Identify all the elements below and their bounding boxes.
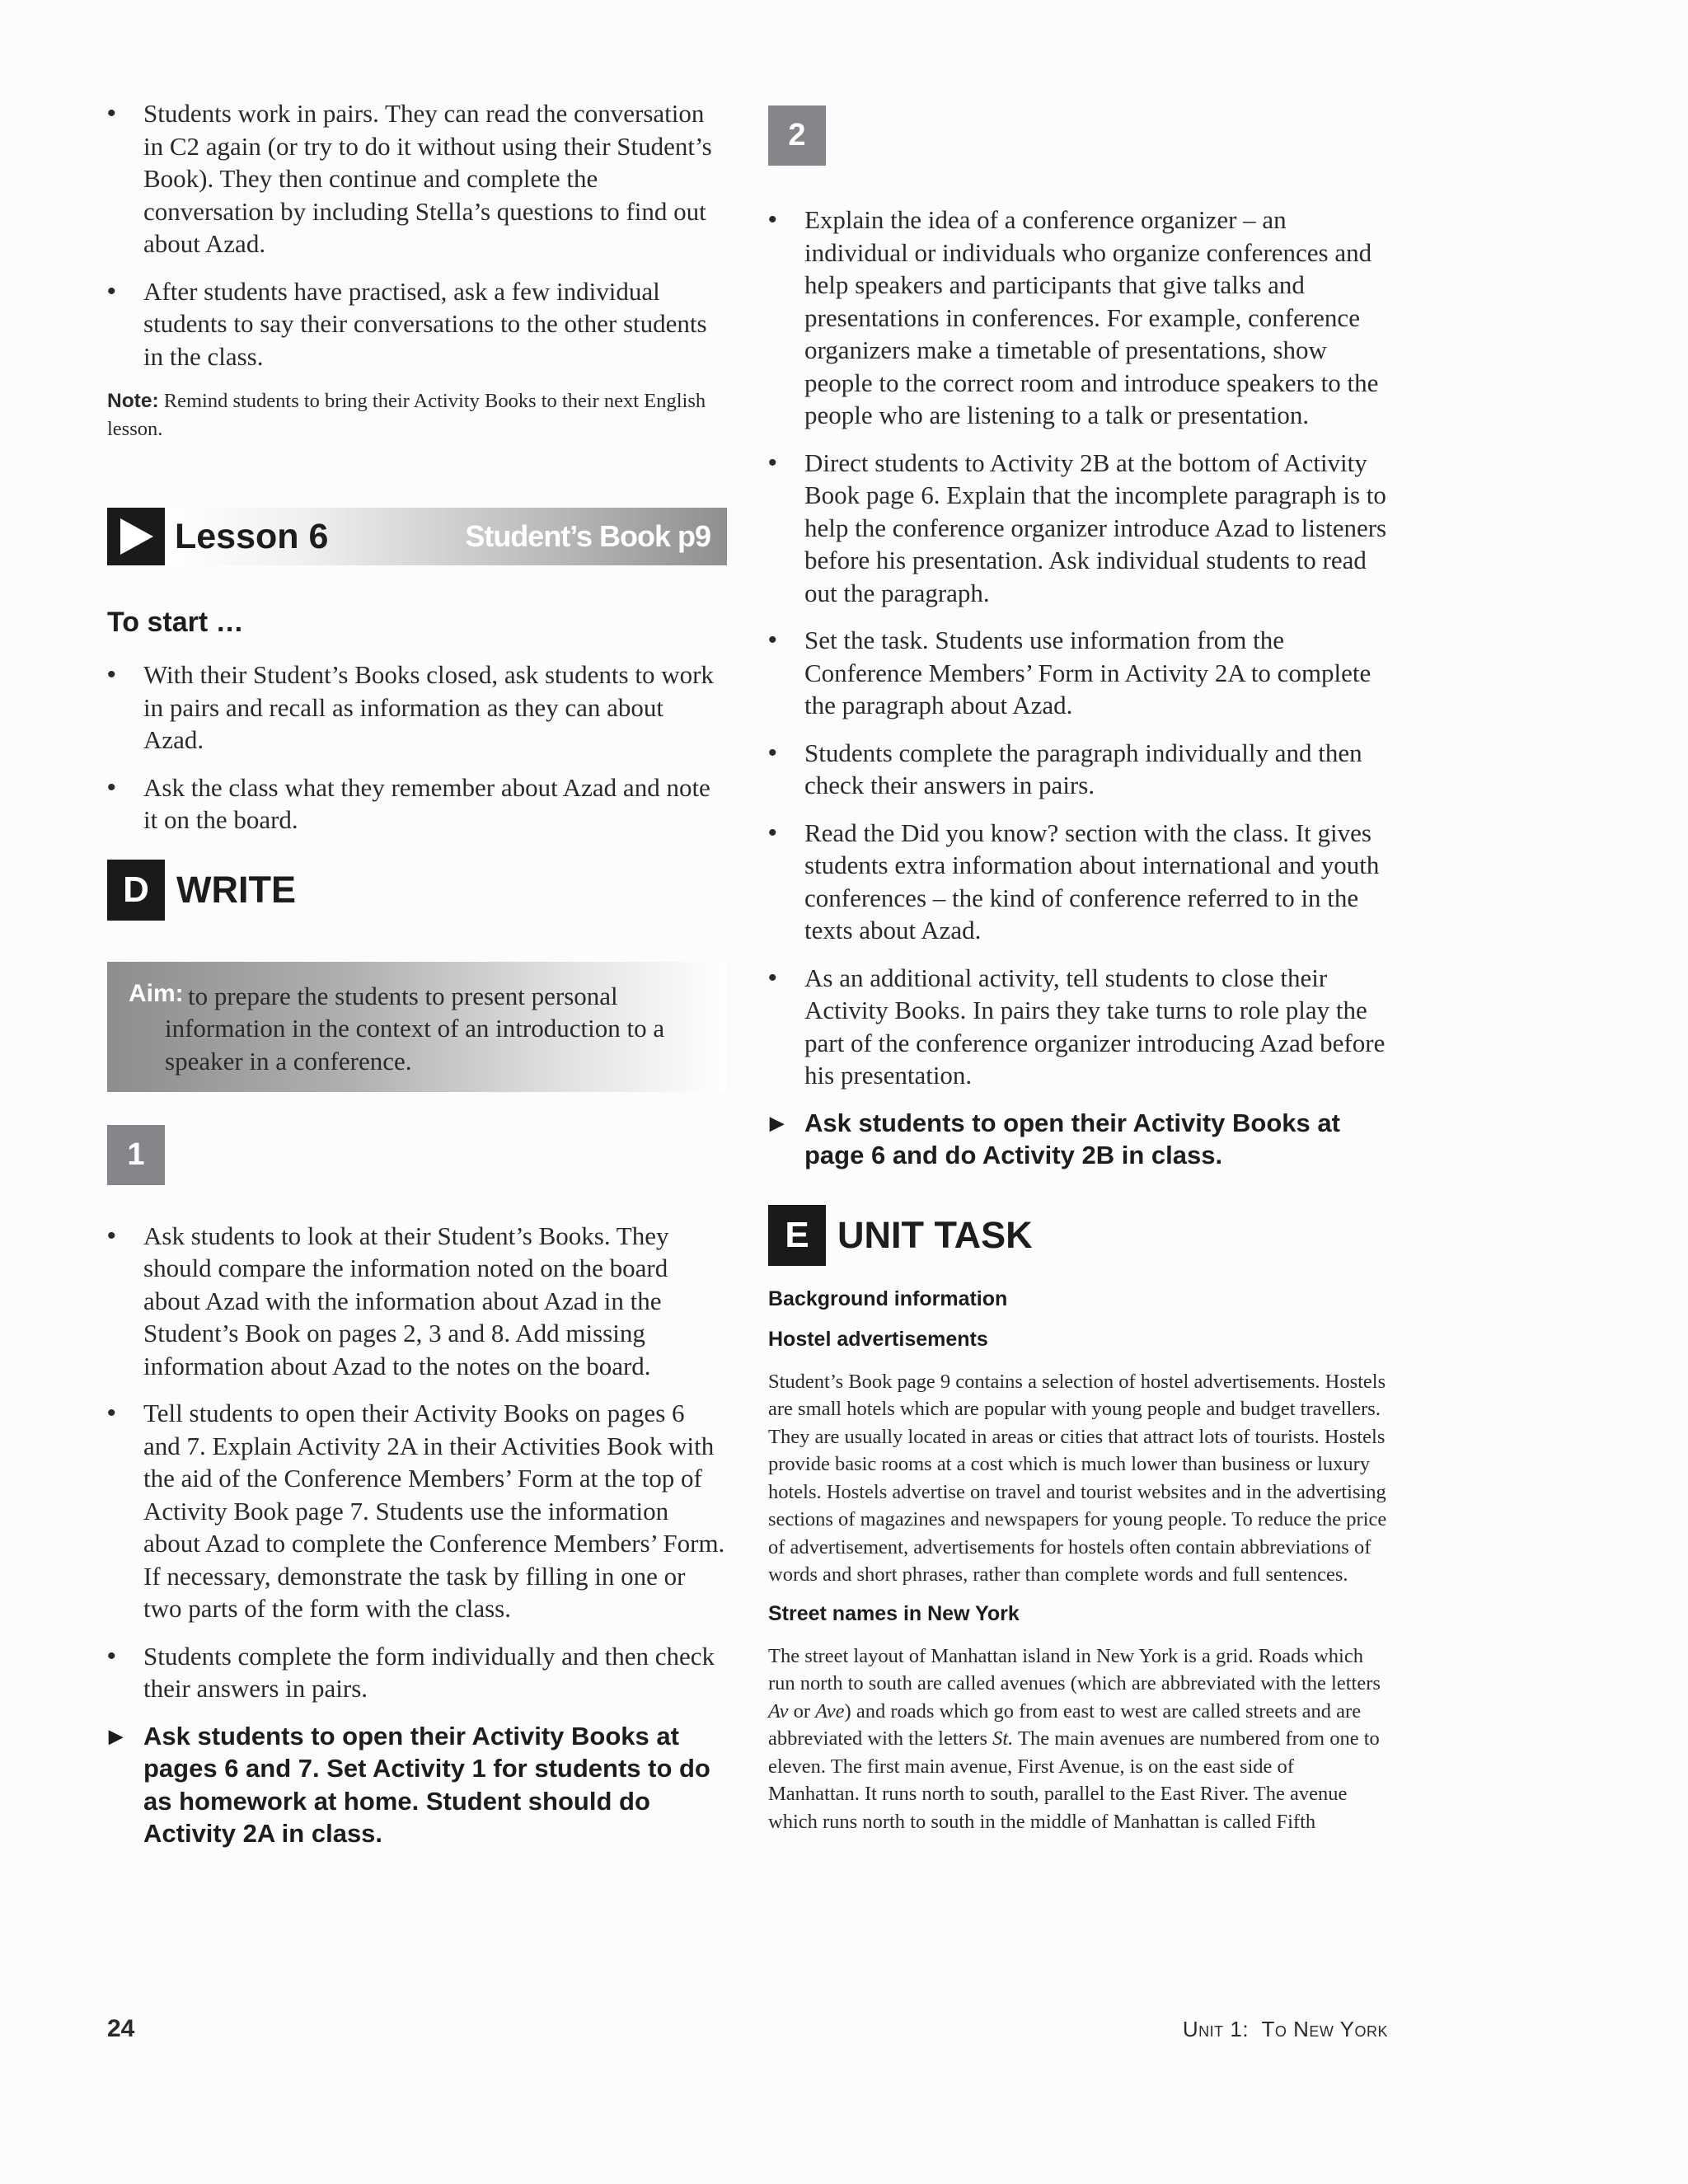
to-start-heading: To start … <box>107 607 244 638</box>
aim-box <box>107 962 727 1092</box>
section-e-header <box>768 1205 1388 1266</box>
section-title: WRITE <box>176 868 296 911</box>
intro-bullet-list <box>107 97 727 373</box>
running-footer <box>1183 2017 1388 2042</box>
aim-text: to prepare the students to present personal information in the context of an introduction to a speaker in a conference. <box>165 981 665 1076</box>
bullet-item: • Ask students to look at their Student’s Books. They should compare the information noted on the board about Azad with the information about Azad in the Student’s Book on pages 2, 3 and 8. Add missing information about Azad to the notes on the board. <box>107 1220 727 1383</box>
hostel-heading: Hostel advertisements <box>768 1327 988 1351</box>
streets-text: The main avenues are numbered from one to eleven. The first main avenue, First Avenue, is on the east side of Manhattan. It runs north to south, parallel to the East River. The avenue which runs north to south in the middle of Manhattan is called Fifth <box>768 1727 1380 1833</box>
bullet-item: • Read the Did you know? section with the class. It gives students extra information about international and youth conferences – the kind of conference referred to in the texts about Azad. <box>768 817 1388 947</box>
bullet-item: • As an additional activity, tell students to close their Activity Books. In pairs they take turns to role play the part of the conference organizer introducing Azad before his presentation. <box>768 962 1388 1092</box>
bullet-item: • Explain the idea of a conference organizer – an individual or individuals who organize conferences and help speakers and participants that give talks and presentations in conferences. For example, conference organizers make a timetable of presentations, show people to the correct room and introduce speakers to the people who are listening to a talk or presentation. <box>768 204 1388 432</box>
activity-instruction: ▶ Ask students to open their Activity Books at page 6 and do Activity 2B in class. <box>768 1107 1388 1172</box>
activity-instruction: ▶ Ask students to open their Activity Books at pages 6 and 7. Set Activity 1 for students to do as homework at home. Student should do Activity 2A in class. <box>107 1720 727 1850</box>
lesson-banner-bar <box>165 508 727 565</box>
bullet-item: • With their Student’s Books closed, ask students to work in pairs and recall as information as they can about Azad. <box>107 658 727 757</box>
bullet-item: • After students have practised, ask a few individual students to say their conversations to the other students in the class. <box>107 275 727 373</box>
step-number-badge: 1 <box>107 1125 165 1185</box>
abbrev-ave: Ave <box>815 1699 845 1722</box>
note <box>107 387 727 443</box>
step-1-bullet-list <box>107 1220 727 1705</box>
streets-text: The street layout of Manhattan island in New York is a grid. Roads which run north to south are called avenues (which are abbreviated with the letters <box>768 1644 1381 1694</box>
to-start-bullet-list <box>107 658 727 837</box>
step-2-bullet-list <box>768 204 1388 1092</box>
right-column <box>768 97 1388 1842</box>
bullet-item: • Students complete the form individually and then check their answers in pairs. <box>107 1640 727 1705</box>
note-text: Remind students to bring their Activity Books to their next English lesson. <box>107 390 706 440</box>
section-letter-badge: E <box>768 1205 826 1266</box>
step-number-badge: 2 <box>768 105 826 166</box>
lesson-banner <box>107 508 727 565</box>
bullet-item: • Direct students to Activity 2B at the bottom of Activity Book page 6. Explain that the incomplete paragraph is to help the conference organizer introduce Azad to listeners before his presentation. Ask individual students to read out the paragraph. <box>768 447 1388 610</box>
abbrev-av: Av <box>768 1699 789 1722</box>
section-d-header <box>107 860 727 921</box>
streets-text: ) and roads which go from east to west are called streets and are abbreviated with the letters <box>768 1699 1362 1750</box>
left-column <box>107 97 727 1850</box>
bullet-item: • Ask the class what they remember about Azad and note it on the board. <box>107 771 727 837</box>
bullet-item: • Students work in pairs. They can read the conversation in C2 again (or try to do it without using their Student’s Book). They then continue and complete the conversation by including Stella’s questions to find out about Azad. <box>107 97 727 260</box>
lesson-title: Lesson 6 <box>175 516 329 556</box>
streets-heading: Street names in New York <box>768 1601 1020 1625</box>
streets-paragraph <box>768 1643 1388 1836</box>
streets-text: or <box>788 1699 816 1722</box>
lesson-book-ref: Student’s Book p9 <box>465 519 710 553</box>
unit-title: To New York <box>1261 2017 1388 2041</box>
note-label: Note: <box>107 390 159 412</box>
bullet-item: • Students complete the paragraph individually and then check their answers in pairs. <box>768 737 1388 802</box>
section-letter-badge: D <box>107 860 165 921</box>
background-heading: Background information <box>768 1286 1008 1310</box>
bullet-item: • Set the task. Students use information from the Conference Members’ Form in Activity 2A to complete the paragraph about Azad. <box>768 624 1388 722</box>
section-title: UNIT TASK <box>837 1213 1033 1256</box>
aim-label: Aim: <box>129 979 184 1007</box>
page-number: 24 <box>107 2015 135 2042</box>
play-arrow-icon <box>107 508 165 565</box>
unit-label: Unit 1: <box>1182 2017 1250 2041</box>
bullet-item: • Tell students to open their Activity Books on pages 6 and 7. Explain Activity 2A in their Activities Book with the aid of the Conference Members’ Form at the top of Activity Book page 7. Students use the information about Azad to complete the Conference Members’ Form. If necessary, demonstrate the task by filling in one or two parts of the form with the class. <box>107 1397 727 1625</box>
abbrev-st: St. <box>992 1727 1014 1750</box>
hostel-paragraph: Student’s Book page 9 contains a selection of hostel advertisements. Hostels are small hotels which are popular with young people and budget travellers. They are usually located in areas or cities that attract lots of tourists. Hostels provide basic rooms at a cost which is much lower than business or luxury hotels. Hostels advertise on travel and tourist websites and in the advertising sections of magazines and newspapers for young people. To reduce the price of advertisement, advertisements for hostels often contain abbreviations of words and short phrases, rather than complete words and full sentences. <box>768 1370 1387 1586</box>
